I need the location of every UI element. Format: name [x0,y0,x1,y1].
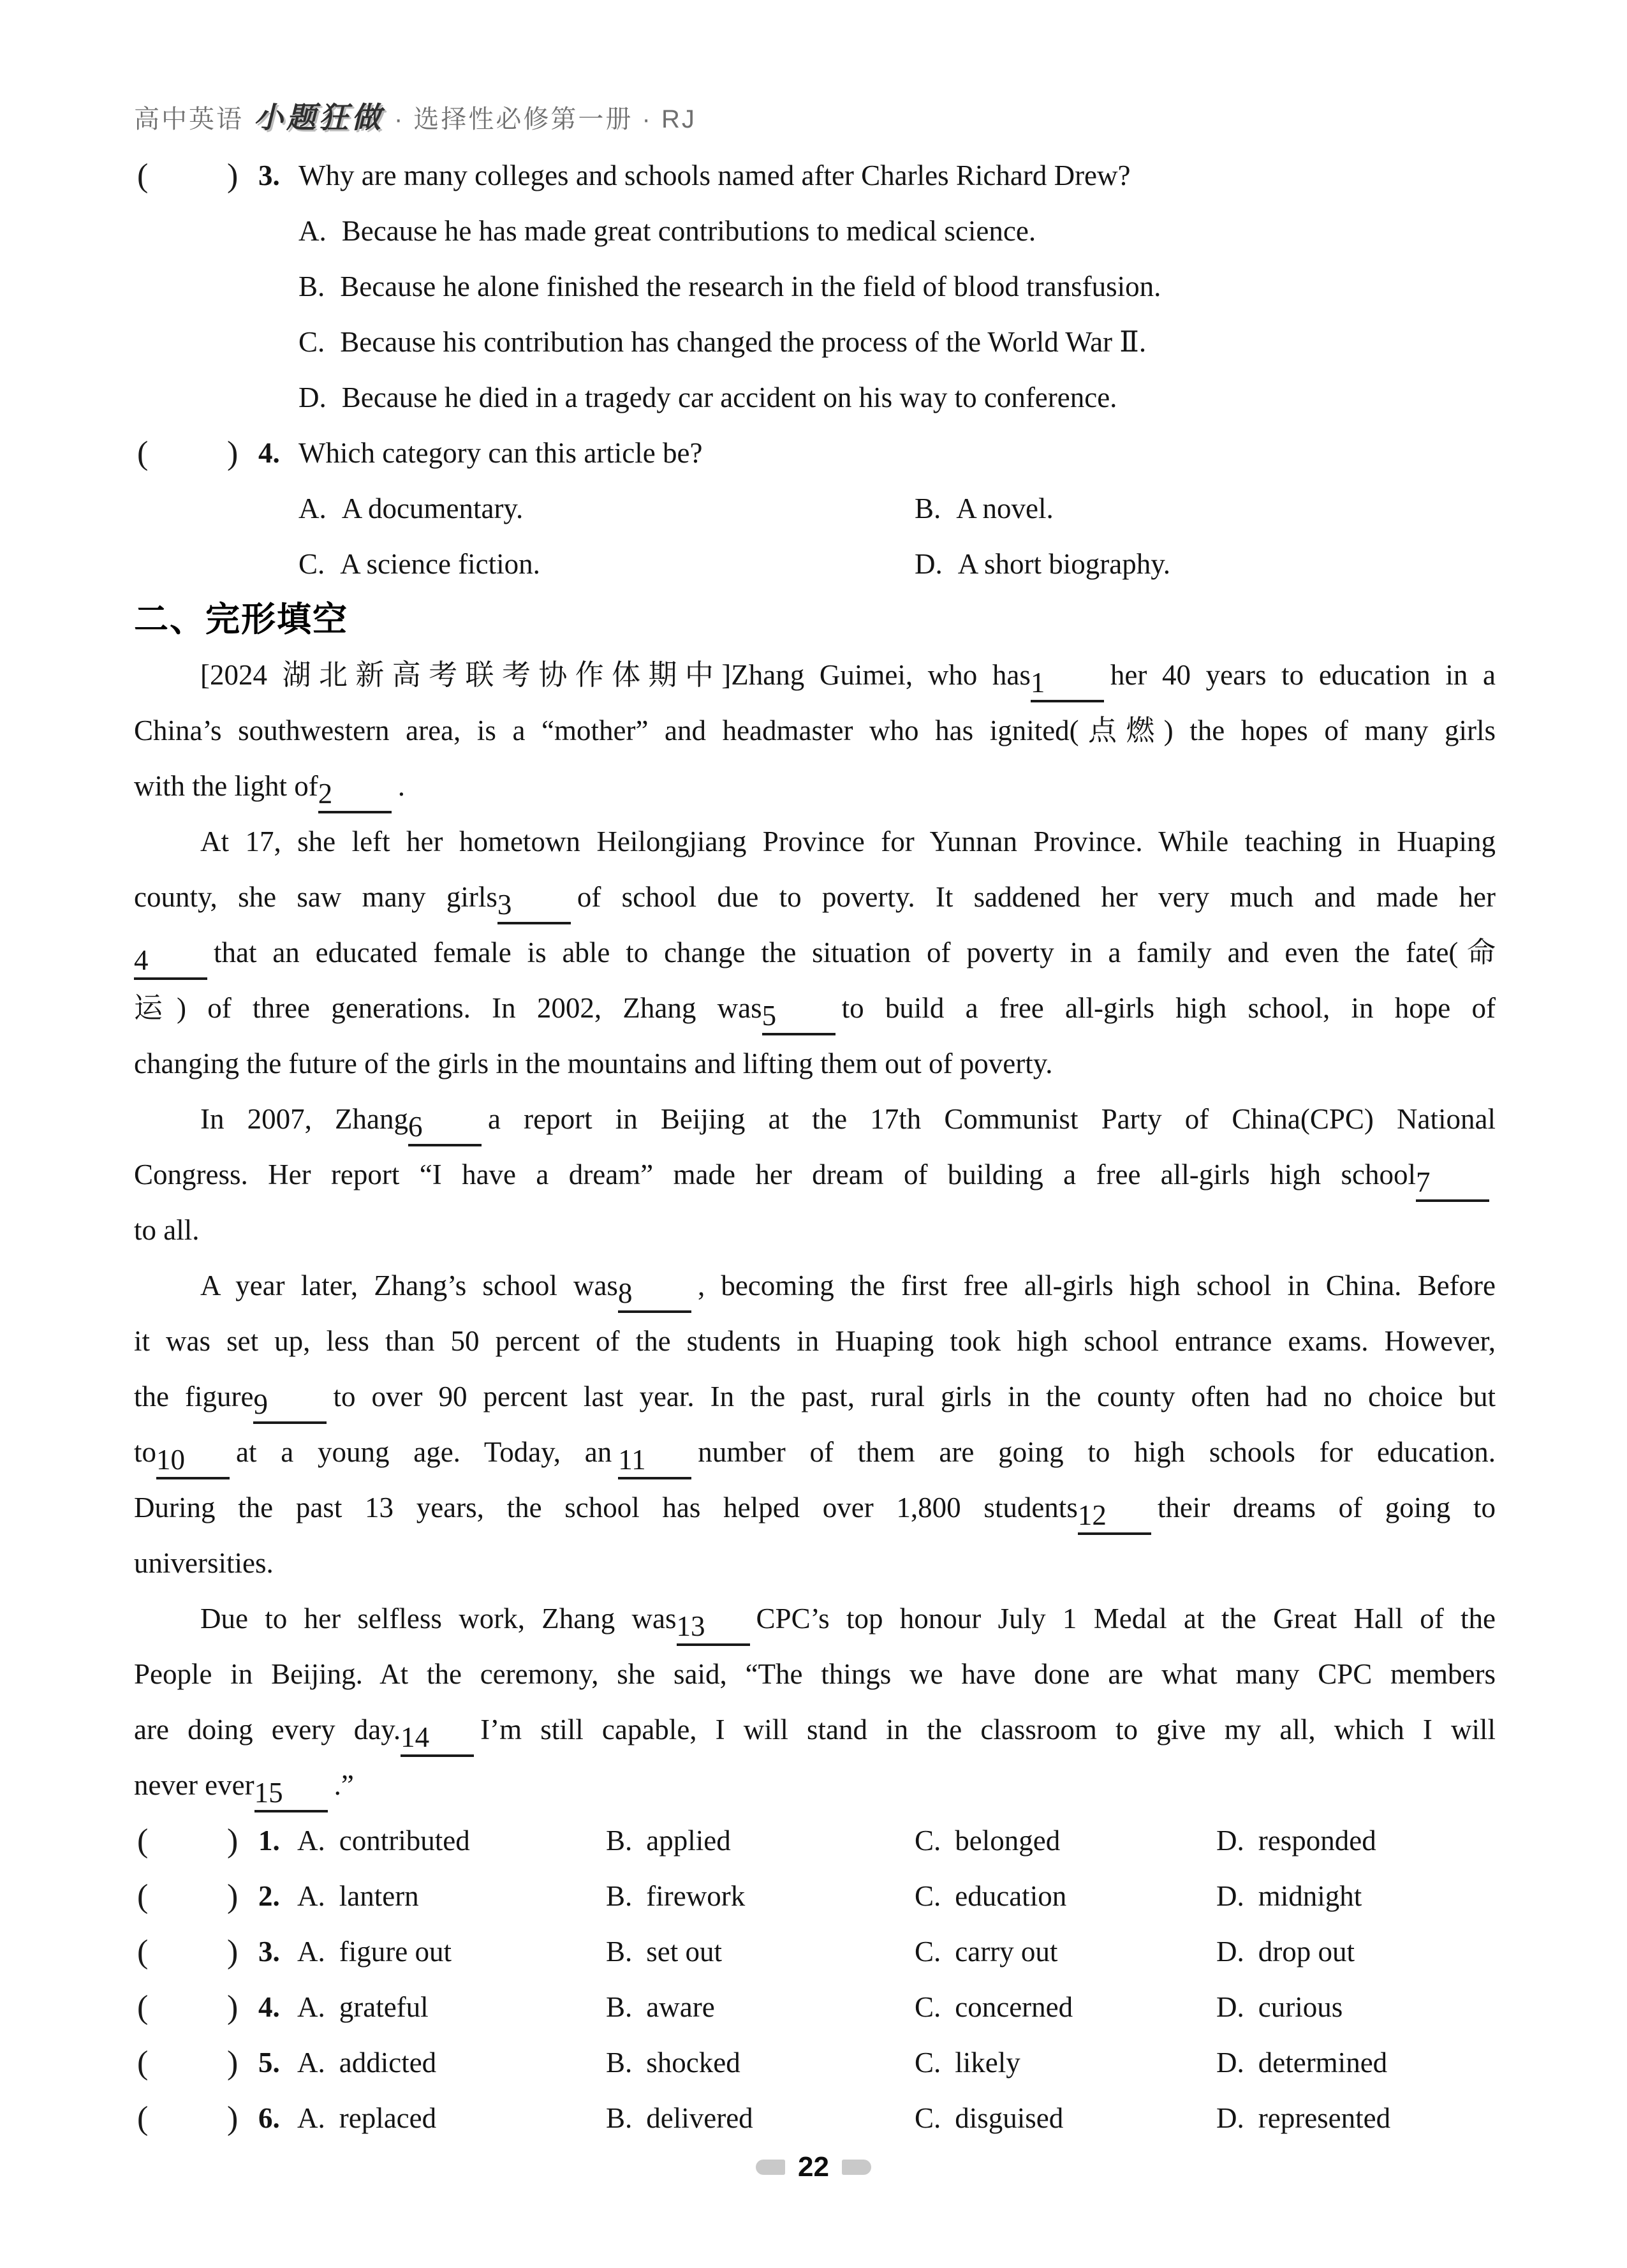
footer-right-pill [842,2160,871,2175]
option-letter: C. [915,2102,941,2134]
option-letter: C. [915,2047,941,2079]
q4-option-C [298,537,540,592]
option-letter: B. [915,493,941,524]
option-letter: C. [915,1825,941,1857]
cloze-item-number: 2. [258,1880,280,1912]
option-letter: B. [606,1880,633,1912]
passage-line-20: are doing every day.14 I’m still capable, I will stand in the classroom to give my all, which I will [134,1702,1496,1758]
option-word: concerned [955,1991,1073,2023]
cloze-blank-13: 13 [677,1608,750,1646]
cloze-option-row-1 [134,1813,1496,1869]
question-3-number: 3. [258,159,280,191]
cloze-option-row-2 [134,1869,1496,1924]
answer-paren-open: ( [137,2045,149,2081]
option-word: addicted [339,2047,437,2079]
cloze-blank-7: 7 [1416,1164,1489,1202]
question-4-text: Which category can this article be? [298,437,703,469]
cloze-blank-6: 6 [408,1108,482,1146]
cloze-blank-1: 1 [1031,664,1104,702]
option-word: replaced [339,2102,437,2134]
cloze-option-D [1216,2091,1390,2146]
question-3 [134,148,1496,204]
answer-paren-close: ) [227,2100,239,2137]
answer-paren-open: ( [137,1878,149,1915]
cloze-option-B [606,2091,753,2146]
cloze-option-rows [134,1813,1496,2146]
option-word: lantern [339,1880,419,1912]
header-series-logo: 小题狂做 [254,101,384,134]
option-word: grateful [339,1991,429,2023]
q4-option-row [134,537,1496,592]
cloze-option-D [1216,1980,1343,2035]
cloze-item-number: 4. [258,1991,280,2023]
question-3-options [134,204,1496,426]
cloze-item-number: 3. [258,1936,280,1968]
option-letter: A. [297,2047,325,2079]
answer-paren-close: ) [227,435,239,471]
cloze-blank-3: 3 [497,886,571,924]
cloze-option-A [297,2091,436,2146]
cloze-blank-5: 5 [762,997,836,1035]
option-letter: B. [606,1825,633,1857]
option-letter: D. [1216,2047,1244,2079]
answer-paren-open: ( [137,435,149,471]
cloze-option-C [915,2091,1063,2146]
cloze-option-A [297,2035,436,2091]
cloze-option-row-4 [134,1980,1496,2035]
question-3-text: Why are many colleges and schools named after Charles Richard Drew? [298,159,1131,191]
option-word: carry out [955,1936,1058,1968]
option-word: figure out [339,1936,452,1968]
cloze-blank-14: 14 [401,1719,474,1757]
cloze-option-row-6 [134,2091,1496,2146]
passage-line-14: the figure9 to over 90 percent last year. In the past, rural girls in the county often had no choice but [134,1369,1496,1425]
page-number: 22 [798,2151,829,2183]
option-letter: B. [606,1936,633,1968]
page-header [134,94,696,135]
option-word: shocked [646,2047,740,2079]
cloze-option-D [1216,1869,1362,1924]
q4-option-A [298,481,523,537]
cloze-passage [134,648,1496,1813]
option-text: A documentary. [341,493,524,524]
cloze-option-A [297,1924,452,1980]
cloze-blank-4: 4 [134,942,207,980]
cloze-option-D [1216,2035,1387,2091]
cloze-blank-11: 11 [618,1441,691,1479]
option-word: delivered [646,2102,753,2134]
q3-option-C [134,315,1496,370]
cloze-item-number: 6. [258,2102,280,2134]
q3-option-B [134,259,1496,315]
option-letter: C. [298,548,325,580]
cloze-item-number: 1. [258,1825,280,1857]
option-letter: D. [1216,1880,1244,1912]
option-letter: C. [915,1880,941,1912]
option-letter: A. [298,493,327,524]
passage-line-6: 4 that an educated female is able to change the situation of poverty in a family and even the fate(命 [134,925,1496,981]
cloze-option-C [915,1980,1073,2035]
option-word: drop out [1258,1936,1355,1968]
cloze-option-B [606,1924,722,1980]
option-word: represented [1258,2102,1391,2134]
cloze-option-C [915,1869,1066,1924]
option-word: firework [646,1880,746,1912]
option-letter: D. [915,548,943,580]
answer-paren-close: ) [227,1823,239,1859]
option-text: A novel. [956,493,1054,524]
option-letter: D. [1216,1991,1244,2023]
option-text: A short biography. [957,548,1171,580]
passage-line-8: changing the future of the girls in the mountains and lifting them out of poverty. [134,1048,1053,1079]
option-word: set out [646,1936,723,1968]
section-title-cloze: 二、完形填空 [134,600,348,639]
cloze-option-C [915,2035,1020,2091]
question-4-number: 4. [258,437,280,469]
answer-paren-open: ( [137,1934,149,1970]
answer-paren-close: ) [227,1878,239,1915]
cloze-blank-9: 9 [253,1386,327,1424]
page-content [134,148,1496,2146]
cloze-option-A [297,1980,429,2035]
option-letter: D. [1216,1936,1244,1968]
q3-option-D [134,370,1496,426]
cloze-option-B [606,1869,745,1924]
answer-paren-close: ) [227,158,239,194]
cloze-blank-12: 12 [1078,1497,1151,1535]
cloze-option-B [606,2035,740,2091]
cloze-option-D [1216,1924,1355,1980]
passage-line-16: During the past 13 years, the school has helped over 1,800 students12 their dreams of going to [134,1480,1496,1536]
passage-line-19: People in Beijing. At the ceremony, she said, “The things we have done are what many CPC members [134,1658,1496,1690]
answer-paren-close: ) [227,1934,239,1970]
option-letter: A. [297,1825,325,1857]
passage-line-7: 运) of three generations. In 2002, Zhang was5 to build a free all-girls high school, in hope of [134,981,1496,1036]
passage-line-17: universities. [134,1547,274,1579]
cloze-blank-8: 8 [618,1275,691,1313]
cloze-option-C [915,1924,1057,1980]
option-letter: B. [298,271,325,302]
q3-option-A [134,204,1496,259]
cloze-option-B [606,1813,731,1869]
option-letter: B. [606,2102,633,2134]
cloze-item-number: 5. [258,2047,280,2079]
cloze-blank-15: 15 [254,1774,328,1812]
option-text: Because his contribution has changed the process of the World War Ⅱ. [340,326,1147,358]
cloze-option-B [606,1980,715,2035]
passage-line-15: to10 at a young age. Today, an 11 number of them are going to high schools for education. [134,1425,1496,1480]
answer-paren-open: ( [137,1989,149,2026]
answer-paren-open: ( [137,158,149,194]
passage-line-9: In 2007, Zhang6 a report in Beijing at the 17th Communist Party of China(CPC) National [134,1092,1496,1147]
passage-line-3: with the light of2 . [134,759,1496,814]
passage-line-13: it was set up, less than 50 percent of the students in Huaping took high school entrance exams. However, [134,1325,1496,1357]
option-letter: B. [606,1991,633,2023]
cloze-option-A [297,1813,470,1869]
header-book-label: · 选择性必修第一册 · RJ [394,105,696,133]
option-text: Because he alone finished the research in the field of blood transfusion. [340,271,1161,302]
option-letter: D. [298,382,327,413]
option-letter: A. [297,2102,325,2134]
passage-line-5: county, she saw many girls3 of school due to poverty. It saddened her very much and made her [134,870,1496,925]
option-word: aware [646,1991,715,2023]
option-letter: D. [1216,2102,1244,2134]
passage-line-4: At 17, she left her hometown Heilongjiang Province for Yunnan Province. While teaching in Huaping [200,826,1496,857]
passage-line-21: never ever15 .” [134,1758,1496,1813]
answer-paren-close: ) [227,2045,239,2081]
option-word: midnight [1258,1880,1362,1912]
question-4 [134,426,1496,481]
option-word: curious [1258,1991,1343,2023]
option-letter: A. [297,1880,325,1912]
passage-line-1: [2024 湖北新高考联考协作体期中]Zhang Guimei, who has1 her 40 years to education in a [134,648,1496,703]
answer-paren-close: ) [227,1989,239,2026]
question-4-options [134,481,1496,592]
passage-line-2: China’s southwestern area, is a “mother” and headmaster who has ignited(点燃) the hopes of many girls [134,715,1496,746]
passage-line-10: Congress. Her report “I have a dream” made her dream of building a free all-girls high school7 [134,1147,1496,1203]
footer-left-pill [756,2160,785,2175]
cloze-option-row-3 [134,1924,1496,1980]
option-letter: C. [915,1991,941,2023]
passage-line-18: Due to her selfless work, Zhang was13 CPC’s top honour July 1 Medal at the Great Hall of the [134,1591,1496,1647]
cloze-option-C [915,1813,1060,1869]
option-word: disguised [955,2102,1064,2134]
answer-paren-open: ( [137,1823,149,1859]
option-word: likely [955,2047,1020,2079]
passage-line-12: A year later, Zhang’s school was8 , becoming the first free all-girls high school in China. Before [134,1258,1496,1314]
option-word: belonged [955,1825,1061,1857]
option-letter: A. [298,215,327,247]
option-letter: C. [915,1936,941,1968]
cloze-option-D [1216,1813,1376,1869]
option-letter: A. [297,1991,325,2023]
option-text: Because he died in a tragedy car accident on his way to conference. [341,382,1117,413]
cloze-blank-10: 10 [156,1441,230,1479]
option-word: education [955,1880,1067,1912]
passage-line-11: to all. [134,1214,200,1246]
option-text: Because he has made great contributions to medical science. [341,215,1036,247]
option-word: responded [1258,1825,1376,1857]
q4-option-D [915,537,1170,592]
cloze-blank-2: 2 [318,775,392,813]
header-course-label: 高中英语 [134,105,244,133]
option-letter: D. [1216,1825,1244,1857]
option-word: contributed [339,1825,470,1857]
page-footer [0,2149,1627,2186]
option-letter: C. [298,326,325,358]
q4-option-B [915,481,1054,537]
answer-paren-open: ( [137,2100,149,2137]
cloze-option-row-5 [134,2035,1496,2091]
option-word: applied [646,1825,731,1857]
option-text: A science fiction. [340,548,540,580]
option-letter: B. [606,2047,633,2079]
option-letter: A. [297,1936,325,1968]
cloze-option-A [297,1869,419,1924]
q4-option-row [134,481,1496,537]
option-word: determined [1258,2047,1388,2079]
